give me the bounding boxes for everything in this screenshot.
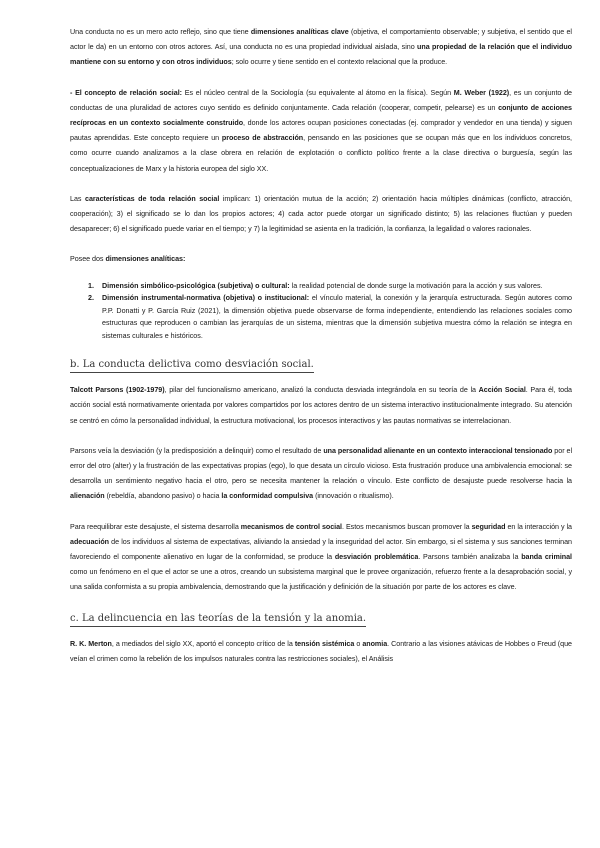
- text-run: la realidad potencial de donde surge la motivación para la acción y sus valores.: [289, 281, 543, 290]
- caracteristicas-paragraph: [70, 192, 572, 238]
- text-run: por el error del otro (alter) y la frustración de las expectativas propias (ego), lo que desata un círculo vicioso. Esta frustración produce una ambivalencia emocional: se desarrolla un sentimiento negativo hacia el otro, pero se necesita mantener la relación o vínculo. Este conflicto de desajuste puede resolverse hacia la: [70, 446, 573, 486]
- text-run: Para reequilibrar este desajuste, el sistema desarrolla: [70, 522, 241, 531]
- text-run: o: [354, 639, 363, 648]
- bold-text-run: conjunto de acciones recíprocas en un contexto socialmente construido: [70, 103, 572, 128]
- list-item: 2. Dimensión instrumental-normativa (objetiva) o institucional: el vínculo material, la conexión y la jerarquía estructurada. Según autores como P.P. Donatti y P. García Ruiz (2021), la dimensión objetiva puede observarse de forma independiente, entendiendo las relaciones sociales como estructuras que reproducen o cambian las jerarquías de un sistema, mientras que la dimensión subjetiva muestra cómo la relación se integra en sistemas culturales e históricos.: [88, 294, 572, 340]
- bold-text-run: M. Weber (1922): [453, 88, 510, 97]
- text-run: implican: 1) orientación mutua de la acción; 2) orientación hacia múltiples dinámicas (conflicto, atracción, cooperación); 3) el significado se lo dan los propios actores; 4) cada actor puede otorgar un significado distinto; 5) las relaciones fluctúan y pueden desaparecer; 6) el significado puede variar en el tiempo; y 7) la legitimidad se asienta en la tradición, la confianza, la legalidad o valores racionales.: [70, 194, 572, 234]
- text-run: Parsons veía la desviación (y la predisposición a delinquir) como el resultado de: [70, 446, 324, 455]
- text-run: Es el núcleo central de la Sociología (su equivalente al átomo en la física). Según: [182, 88, 454, 97]
- text-run: , a mediados del siglo XX, aportó el concepto crítico de la: [111, 639, 295, 648]
- list-item: 1. Dimensión simbólico-psicológica (subjetiva) o cultural: la realidad potencial de donde surge la motivación para la acción y sus valores.: [88, 281, 543, 290]
- text-run: , pilar del funcionalismo americano, analizó la conducta desviada integrándola en su teoría de la: [164, 386, 479, 395]
- dimensiones-intro: [70, 252, 572, 267]
- merton-paragraph: [70, 637, 572, 667]
- bold-text-run: Dimensión instrumental-normativa (objetiva) o institucional:: [102, 294, 310, 303]
- bold-text-run: características de toda relación social: [85, 194, 220, 203]
- text-run: como un fenómeno en el que el actor se une a otros, creando un subsistema marginal que le provee organización, refuerzo frente a la desaprobación social, y una salida conformista a su propia ambivalencia, demostrando que la justificación y definición de la situación por parte de los actores es clave.: [70, 568, 572, 592]
- text-run: Las: [70, 194, 85, 203]
- bold-text-run: una propiedad de la relación que el individuo mantiene con su entorno y con otros individuos: [70, 43, 572, 67]
- parsons-paragraph-1: [70, 383, 572, 429]
- text-run: . Para él, toda acción social está normativamente orientada por valores compartidos por los actores dentro de un sistema interactivo institucionalmente integrado. Su atención se centró en cómo la personalidad individual, la estructura motivacional, los procesos interactivos y las pautas normativas se interrelacionan.: [70, 386, 572, 425]
- text-run: , es un conjunto de conductas de una pluralidad de actores cuyo sentido es definido conjuntamente. Cada relación (cooperar, competir, pelearse) es un: [70, 88, 572, 112]
- section-heading-b: b. La conducta delictiva como desviación social.: [70, 358, 314, 373]
- bold-text-run: anomia: [362, 639, 388, 648]
- bold-text-run: proceso de abstracción: [221, 134, 304, 143]
- bold-text-run: mecanismos de control social: [240, 522, 343, 531]
- bold-text-run: desviación problemática: [334, 552, 419, 561]
- bold-text-run: adecuación: [70, 537, 109, 546]
- bold-text-run: Talcott Parsons (1902-1979): [70, 386, 165, 395]
- bold-text-run: Acción Social: [478, 386, 526, 395]
- parsons-paragraph-2: [70, 444, 572, 505]
- bold-text-run: una personalidad alienante en un contexto interaccional tensionado: [323, 446, 553, 455]
- text-run: Una conducta no es un mero acto reflejo, sino que tiene: [70, 28, 251, 36]
- text-run: . Contrario a las visiones atávicas de Hobbes o Freud (que veían el crimen como la rebelión de los impulsos naturales contra las restricciones sociales), el Análisis: [70, 639, 572, 663]
- text-run: . Estos mecanismos buscan promover la: [342, 522, 472, 531]
- bold-text-run: la conformidad compulsiva: [221, 492, 314, 501]
- text-run: , pensando en las posiciones que se ocupan más que en los individuos concretos, como ocurre cuando analizamos a la clase obrera en relación de explotación o conflicto político frente a la clase directiva o burguesía, según las conceptualizaciones de Marx y la historia europea del siglo XX.: [70, 134, 572, 173]
- text-run: . Parsons también analizaba la: [418, 552, 522, 561]
- document-page: [70, 25, 572, 667]
- text-run: , donde los actores ocupan posiciones conectadas (ej. comprador y vendedor en una tienda) y siguen pautas aprendidas. Este concepto requiere un: [70, 119, 572, 143]
- text-run: (rebeldía, abandono pasivo) o hacia: [104, 492, 222, 501]
- intro-paragraph: [70, 25, 572, 71]
- bold-text-run: R. K. Merton: [70, 639, 112, 648]
- text-run: ; solo ocurre y tiene sentido en el contexto relacional que la produce.: [231, 58, 448, 67]
- bold-text-run: - El concepto de relación social:: [70, 88, 182, 97]
- bold-text-run: tensión sistémica: [294, 639, 355, 648]
- text-run: el vínculo material, la conexión y la jerarquía estructurada. Según autores como P.P. Donatti y P. García Ruiz (2021), la dimensión objetiva puede observarse de forma independiente, entendiendo las relaciones sociales como estructuras que reproducen o cambian las jerarquías de un sistema, mientras que la dimensión subjetiva muestra cómo la relación se integra en sistemas culturales e históricos.: [102, 294, 572, 340]
- bold-text-run: dimensiones analíticas:: [105, 255, 186, 264]
- bold-text-run: alienación: [70, 492, 105, 501]
- section-heading-c: c. La delincuencia en las teorías de la tensión y la anomia.: [70, 612, 366, 627]
- text-run: (innovación o ritualismo).: [313, 492, 394, 501]
- text-run: (objetiva, el comportamiento observable; y subjetiva, el sentido que el actor le da) en un entorno con otros actores. Así, una conducta no es una propiedad individual aislada, sino: [70, 28, 572, 52]
- bold-text-run: Dimensión simbólico-psicológica (subjetiva) o cultural:: [102, 281, 290, 290]
- bold-text-run: seguridad: [471, 522, 506, 531]
- bold-text-run: banda criminal: [521, 552, 572, 561]
- text-run: en la interacción y la: [505, 522, 572, 531]
- bold-text-run: dimensiones analíticas clave: [250, 28, 349, 36]
- relacion-social-paragraph: [70, 86, 572, 177]
- text-run: Posee dos: [70, 255, 106, 264]
- text-run: de los individuos al sistema de expectativas, aliviando la ansiedad y la inseguridad del actor. Sin embargo, si el sistema y sus sanciones terminan favoreciendo el componente alienativo en lugar de la conformidad, se produce la: [70, 537, 572, 561]
- parsons-paragraph-3: [70, 520, 572, 596]
- dimensiones-list: [70, 280, 572, 343]
